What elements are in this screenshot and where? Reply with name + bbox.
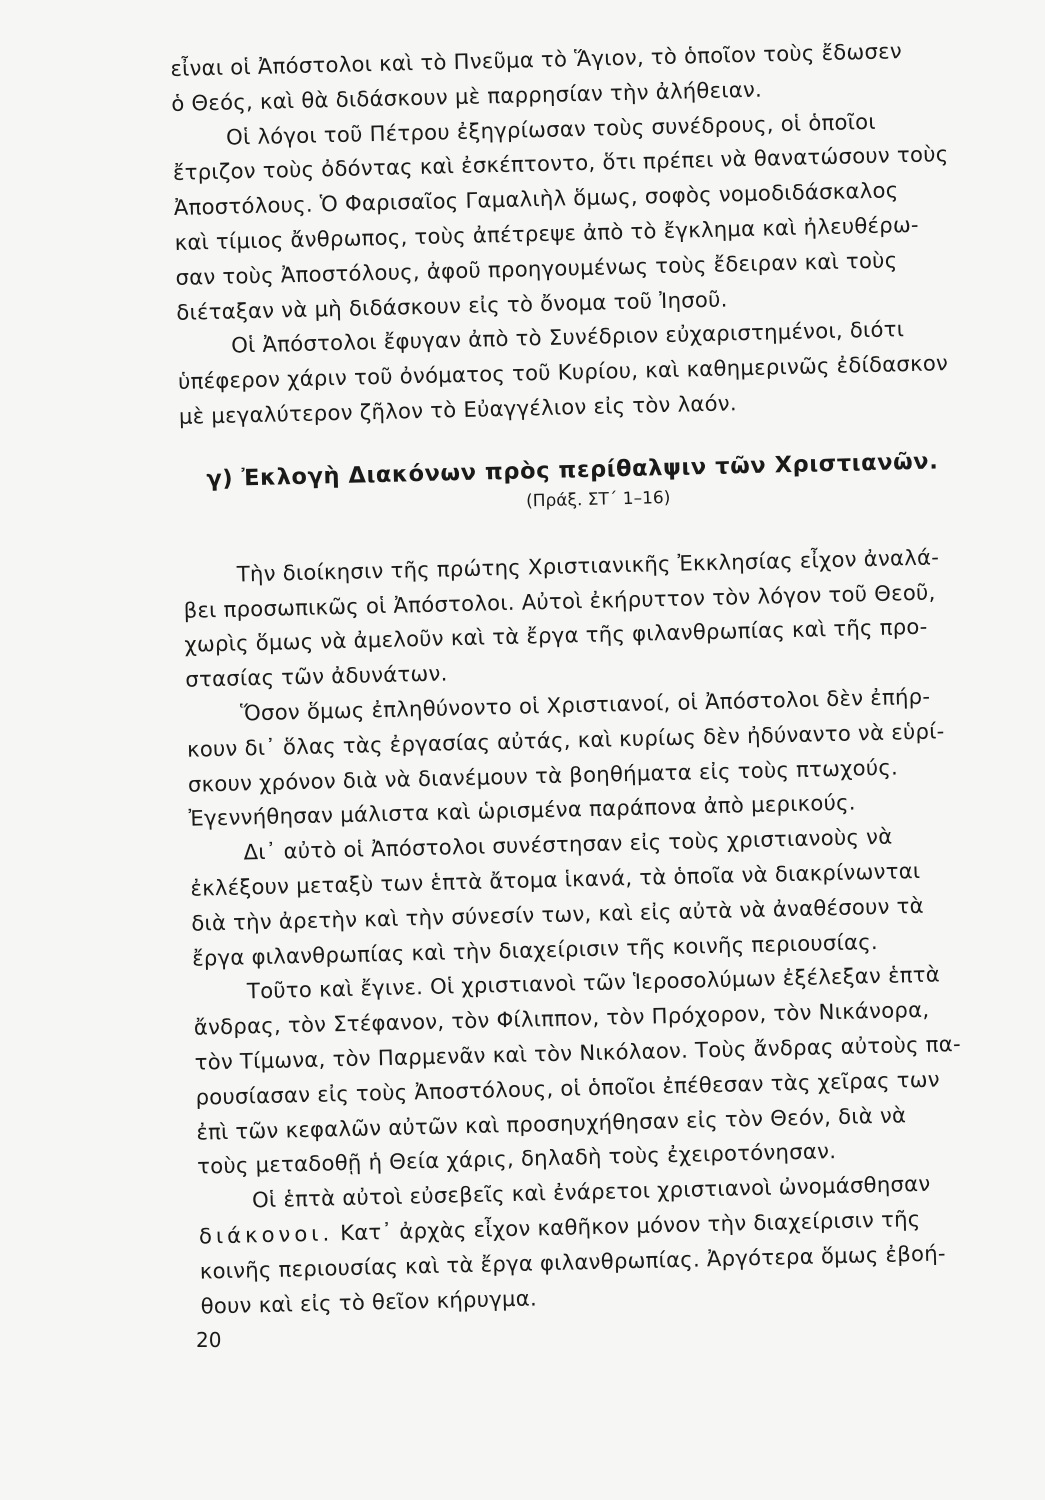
paragraph	[186, 677, 1044, 837]
paragraph	[177, 309, 1034, 434]
text-line: τὸν Τίμωνα, τὸν Παρμενᾶν καὶ τὸν Νικόλαον. Τοὺς ἄνδρας αὐτοὺς πα-	[194, 1030, 962, 1075]
text-line: Ἀποστόλους. Ὁ Φαρισαῖος Γαμαλιὴλ ὅμως, σοφὸς νομοδιδάσκαλος	[173, 177, 899, 221]
paragraph	[189, 816, 1045, 976]
text-line: ἔργα φιλανθρωπίας καὶ τὴν διαχείρισιν τῆς κοινῆς περιουσίας.	[191, 928, 879, 971]
paragraph	[182, 538, 1040, 698]
text-line: Δι᾽ αὐτὸ οἱ Ἀπόστολοι συνέστησαν εἰς τοὺς χριστιανοὺς νὰ	[243, 823, 893, 865]
text-line: κοινῆς περιουσίας καὶ τὰ ἔργα φιλανθρωπίας. Ἀργότερα ὅμως ἐβοή-	[199, 1240, 947, 1284]
text-line: βει προσωπικῶς οἱ Ἀπόστολοι. Αὐτοὶ ἐκήρυττον τὸν λόγον τοῦ Θεοῦ,	[183, 579, 936, 623]
text-line: θουν καὶ εἰς τὸ θεῖον κήρυγμα.	[200, 1284, 538, 1319]
section-heading: γ) Ἐκλογὴ Διακόνων πρὸς περίθαλψιν τῶν Χριστιανῶν.	[206, 448, 939, 492]
text-line: Οἱ ἑπτὰ αὐτοὶ εὐσεβεῖς καὶ ἐνάρετοι χριστιανοὶ ὠνομάσθησαν	[251, 1170, 931, 1213]
text-line: κουν δι᾽ ὅλας τὰς ἐργασίας αὐτάς, καὶ κυρίως δὲν ἠδύναντο νὰ εὑρί-	[186, 718, 945, 762]
text-line: μὲ μεγαλύτερον ζῆλον τὸ Εὐαγγέλιον εἰς τὸν λαόν.	[178, 390, 738, 429]
text-line: εἶναι οἱ Ἀπόστολοι καὶ τὸ Πνεῦμα τὸ Ἅγιον, τὸ ὁποῖον τοὺς ἔδωσεν	[170, 38, 903, 81]
text-line: ρουσίασαν εἰς τοὺς Ἀποστόλους, οἱ ὁποῖοι ἐπέθεσαν τὰς χεῖρας των	[195, 1066, 941, 1110]
text-line: Ἐγεννήθησαν μάλιστα καὶ ὡρισμένα παράπονα ἀπὸ μερικούς.	[188, 789, 857, 832]
paragraph	[193, 955, 1045, 1185]
text-line: ἔτριζον τοὺς ὀδόντας καὶ ἐσκέπτοντο, ὅτι πρέπει νὰ θανατώσουν τοὺς	[172, 141, 949, 186]
text-line: Οἱ λόγοι τοῦ Πέτρου ἐξηγρίωσαν τοὺς συνέδρους, οἱ ὁποῖοι	[225, 108, 877, 150]
scripture-reference: (Πράξ. ΣΤ΄ 1–16)	[525, 487, 671, 512]
text-line: σαν τοὺς Ἀποστόλους, ἀφοῦ προηγουμένως τοὺς ἔδειραν καὶ τοὺς	[175, 247, 898, 290]
text-line: χωρὶς ὅμως νὰ ἀμελοῦν καὶ τὰ ἔργα τῆς φιλανθρωπίας καὶ τῆς προ-	[184, 614, 928, 658]
text-line: Οἱ Ἀπόστολοι ἔφυγαν ἀπὸ τὸ Συνέδριον εὐχαριστημένοι, διότι	[230, 316, 905, 358]
text-line: σκουν χρόνον διὰ νὰ διανέμουν τὰ βοηθήματα εἰς τοὺς πτωχούς.	[187, 753, 899, 797]
text-line: ὁ Θεός, καὶ θὰ διδάσκουν μὲ παρρησίαν τὴν ἀλήθειαν.	[170, 76, 763, 116]
paragraph	[172, 101, 1032, 331]
text-line: ὑπέφερον χάριν τοῦ ὀνόματος τοῦ Κυρίου, καὶ καθημερινῶς ἐδίδασκον	[177, 350, 949, 395]
text-line: Ὅσον ὅμως ἐπληθύνοντο οἱ Χριστιανοί, οἱ Ἀπόστολοι δὲν ἐπήρ-	[239, 683, 931, 726]
page-text	[170, 31, 1045, 1324]
text-line: Τὴν διοίκησιν τῆς πρώτης Χριστιανικῆς Ἐκκλησίας εἶχον ἀναλά-	[236, 544, 940, 587]
text-line: διέταξαν νὰ μὴ διδάσκουν εἰς τὸ ὄνομα τοῦ Ἰησοῦ.	[176, 286, 728, 325]
text-fragment: Κατ᾽ ἀρχὰς εἶχον καθῆκον μόνον τὴν διαχείρισιν τῆς	[332, 1205, 921, 1246]
text-line: τοὺς μεταδοθῇ ἡ Θεία χάρις, δηλαδὴ τοὺς ἐχειροτόνησαν.	[196, 1138, 837, 1179]
text-line: διὰ τὴν ἀρετὴν καὶ τὴν σύνεσίν των, καὶ εἰς αὐτὰ νὰ ἀναθέσουν τὰ	[190, 892, 925, 936]
text-line: στασίας τῶν ἀδυνάτων.	[185, 660, 448, 692]
emphasized-term: διάκονοι.	[198, 1220, 334, 1249]
paragraph-final	[198, 1164, 1045, 1324]
text-line: ἐπὶ τῶν κεφαλῶν αὐτῶν καὶ προσηυχήθησαν εἰς τὸν Θεόν, διὰ νὰ	[196, 1101, 907, 1145]
text-line: καὶ τίμιος ἄνθρωπος, τοὺς ἀπέτρεψε ἀπὸ τὸ ἔγκλημα καὶ ἠλευθέρω-	[174, 211, 920, 255]
text-line: Τοῦτο καὶ ἔγινε. Οἱ χριστιανοὶ τῶν Ἱεροσολύμων ἐξέλεξαν ἑπτὰ	[246, 961, 941, 1004]
text-line: ἄνδρας, τὸν Στέφανον, τὸν Φίλιππον, τὸν Πρόχορον, τὸν Νικάνορα,	[193, 996, 930, 1040]
page-number: 20	[196, 1328, 222, 1352]
text-line: ἐκλέξουν μεταξὺ των ἑπτὰ ἄτομα ἱκανά, τὰ ὁποῖα νὰ διακρίνωνται	[190, 857, 921, 901]
